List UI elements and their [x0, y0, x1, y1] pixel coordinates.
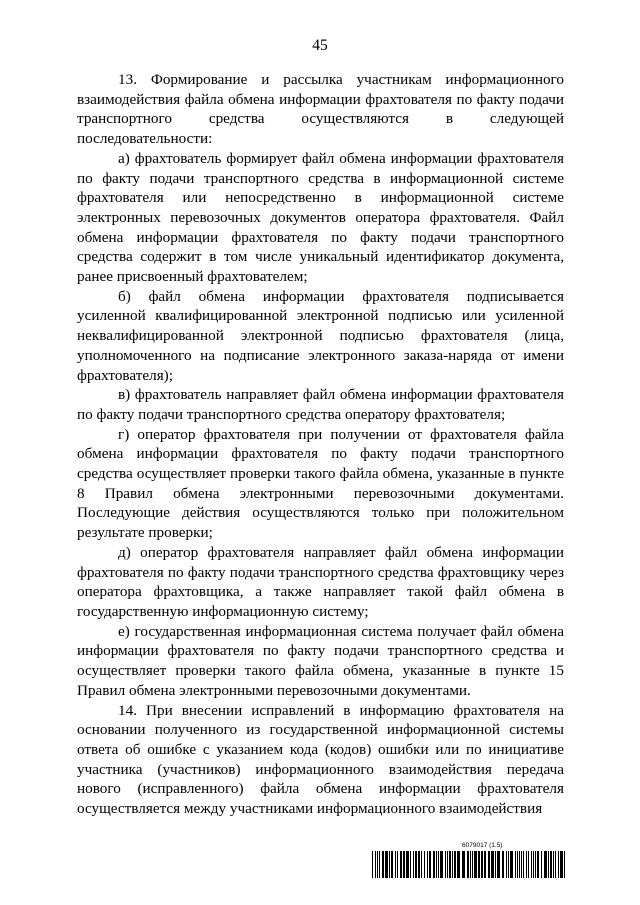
document-body [77, 70, 564, 819]
paragraph-13: 13. Формирование и рассылка участникам информационного взаимодействия файла обмена информации фрахтователя по факту подачи транспортного средства осуществляются в следующей последовательности: [77, 71, 564, 148]
page-number: 45 [312, 37, 328, 54]
barcode-image [372, 851, 566, 878]
paragraph-13v: в) фрахтователь направляет файл обмена информации фрахтователя по факту подачи транспортного средства оператору фрахтователя; [77, 386, 564, 423]
paragraph-13d: д) оператор фрахтователя направляет файл обмена информации фрахтователя по факту подачи транспортного средства фрахтовщику через оператора фрахтовщика, а также направляет такой файл обмена в государственную информационную систему; [77, 543, 564, 620]
document-code: 6079017 (1.5) [462, 842, 503, 849]
paragraph-13g: г) оператор фрахтователя при получении от фрахтователя файла обмена информации фрахтователя по факту подачи транспортного средства осуществляет проверки такого файла обмена, указанные в пункте 8 Правил обмена электронными перевозочными документами. Последующие действия осуществляются только при положительном результате проверки; [77, 425, 564, 542]
paragraph-13e: е) государственная информационная система получает файл обмена информации фрахтователя по факту подачи транспортного средства и осуществляет проверки такого файла обмена, указанные в пункте 15 Правил обмена электронными перевозочными документами. [77, 622, 564, 699]
paragraph-14: 14. При внесении исправлений в информацию фрахтователя на основании полученного из государственной информационной системы ответа об ошибке с указанием кода (кодов) ошибки или по инициативе участника (участников) информационного взаимодействия передача нового (исправленного) файла обмена информации фрахтователя осуществляется между участниками информационного взаимодействия [77, 701, 564, 818]
paragraph-13a: а) фрахтователь формирует файл обмена информации фрахтователя по факту подачи транспортного средства в информационной системе фрахтователя или непосредственно в информационной системе электронных перевозочных документов оператора фрахтователя. Файл обмена информации фрахтователя по факту подачи транспортного средства содержит в том числе уникальный идентификатор документа, ранее присвоенный фрахтователем; [77, 149, 564, 286]
paragraph-13b: б) файл обмена информации фрахтователя подписывается усиленной квалифицированной электронной подписью или усиленной неквалифицированной электронной подписью фрахтователя (лица, уполномоченного на подписание электронного заказа-наряда от имени фрахтователя); [77, 287, 564, 384]
